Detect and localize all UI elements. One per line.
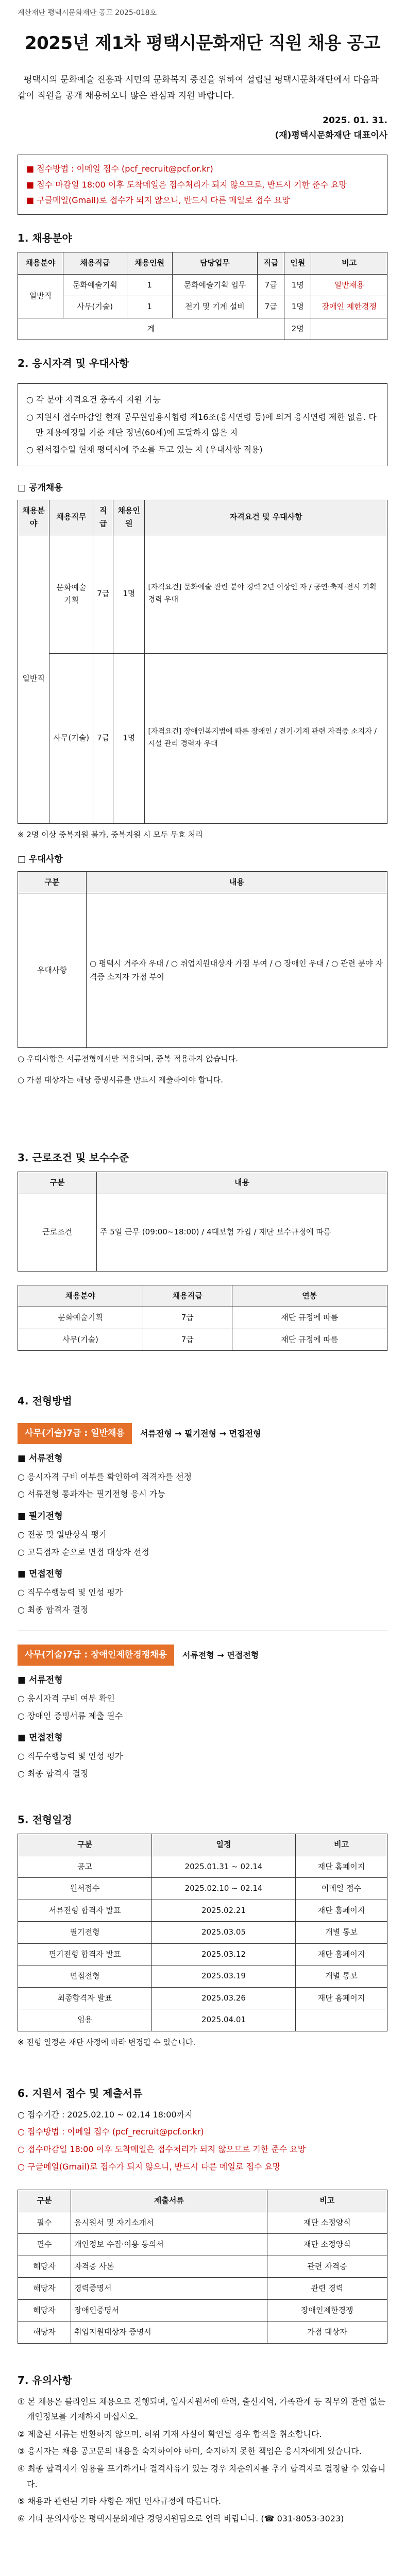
table-header: 채용분야 — [18, 252, 63, 275]
subsection-title-open-recruitment: □ 공개채용 — [18, 482, 63, 493]
table-cell: 재단 소정양식 — [267, 2234, 387, 2256]
table-row — [18, 2234, 387, 2256]
qualifications-box — [18, 383, 387, 466]
table-row — [18, 535, 387, 653]
table-header: 구분 — [18, 2190, 71, 2212]
table-note: ※ 2명 이상 중복지원 불가, 중복지원 시 모두 무효 처리 — [18, 829, 203, 839]
table-row — [18, 318, 387, 340]
notice-organization: (재)평택시문화재단 대표이사 — [275, 130, 387, 141]
table-cell: 장애인 제한경쟁 — [311, 296, 387, 318]
table-header: 비고 — [267, 2190, 387, 2212]
track-flow: 서류전형 → 면접전형 — [182, 1650, 259, 1660]
stage-item: ○ 장애인 증빙서류 제출 필수 — [18, 1710, 123, 1721]
qualification-item: ○ 지원서 접수마감일 현재 공무원임용시험령 제16조(응시연령 등)에 의거 응시연령 제한 없음. 다만 채용예정일 기준 재단 정년(60세)에 도달하지 않은 자 — [26, 412, 377, 437]
table-header: 직급 — [93, 500, 113, 535]
table-cell: 문화예술기획 — [49, 535, 93, 653]
application-item: ○ 접수방법 : 이메일 접수 (pcf_recruit@pcf.or.kr) — [18, 2127, 204, 2137]
documents-table — [18, 2190, 387, 2344]
table-cell: [자격요건] 문화예술 관련 분야 경력 2년 이상인 자 / 공연·축제·전시 기획 경력 우대 — [145, 535, 387, 653]
stage-title: ■ 서류전형 — [18, 1675, 63, 1686]
table-cell: 1 — [127, 296, 172, 318]
table-cell: 재단 홈페이지 — [295, 1943, 387, 1965]
section-title-schedule: 5. 전형일정 — [18, 1814, 72, 1826]
table-cell: 7급 — [143, 1329, 232, 1351]
page-title: 2025년 제1차 평택시문화재단 직원 채용 공고 — [25, 32, 380, 54]
track-label: 사무(기술)7급 : 일반채용 — [18, 1423, 132, 1444]
schedule-note: ※ 전형 일정은 재단 사정에 따라 변경될 수 있습니다. — [18, 2037, 196, 2047]
table-cell: 재단 규정에 따름 — [232, 1307, 387, 1329]
section-title-notes: 7. 유의사항 — [18, 2374, 72, 2386]
track-disabled — [18, 1645, 387, 1666]
section-title-positions: 1. 채용분야 — [18, 232, 72, 245]
table-cell: 관련 자격증 — [267, 2256, 387, 2278]
table-header: 인원 — [284, 252, 311, 275]
table-header: 채용직급 — [143, 1285, 232, 1307]
notice-item: ④ 최종 합격자가 임용을 포기하거나 결격사유가 있는 경우 차순위자를 추가 합격자로 결정할 수 있습니다. — [18, 2464, 386, 2489]
table-cell: 해당자 — [18, 2278, 71, 2300]
table-cell: 1 — [127, 274, 172, 296]
table-header: 구분 — [18, 1834, 152, 1856]
table-cell: 임용 — [18, 2009, 152, 2031]
schedule-table — [18, 1834, 387, 2031]
preference-table — [18, 871, 387, 1048]
table-cell: 문화예술기획 — [63, 274, 127, 296]
stage-item: ○ 고득점자 순으로 면접 대상자 선정 — [18, 1547, 149, 1557]
table-cell: 장애인증명서 — [71, 2299, 267, 2321]
table-cell: 일반직 — [18, 535, 49, 823]
table-cell: 근로조건 — [18, 1194, 97, 1271]
table-cell: 일반직 — [18, 274, 63, 318]
notice-item: ① 본 채용은 블라인드 채용으로 진행되며, 입사지원서에 학력, 출신지역, 가족관계 등 직무와 관련 없는 개인정보를 기재하지 마십시오. — [18, 2396, 385, 2422]
stage-item: ○ 전공 및 일반상식 평가 — [18, 1529, 107, 1539]
table-cell: 1명 — [284, 296, 311, 318]
table-total-label: 계 — [18, 318, 284, 340]
table-header: 일정 — [152, 1834, 296, 1856]
qualification-item: ○ 각 분야 자격요건 충족자 지원 가능 — [26, 395, 161, 405]
table-cell: [자격요건] 장애인복지법에 따른 장애인 / 전기·기계 관련 자격증 소지자 / 시설 관리 경력자 우대 — [145, 653, 387, 823]
table-cell: 문화예술기획 업무 — [172, 274, 258, 296]
track-general — [18, 1423, 387, 1444]
table-cell: 1명 — [113, 535, 145, 653]
table-cell: 재단 소정양식 — [267, 2212, 387, 2234]
notice-number: 계산재단 평택시문화재단 공고 2025-018호 — [18, 9, 157, 17]
table-row — [18, 296, 387, 318]
table-row — [18, 1943, 387, 1965]
table-header: 비고 — [295, 1834, 387, 1856]
table-cell: 2025.03.12 — [152, 1943, 296, 1965]
section-title-conditions: 3. 근로조건 및 보수수준 — [18, 1151, 129, 1164]
application-item: ○ 접수기간 : 2025.02.10 ~ 02.14 18:00까지 — [18, 2109, 193, 2120]
table-row — [18, 1856, 387, 1878]
table-cell: 주 5일 근무 (09:00~18:00) / 4대보험 가입 / 재단 보수규정에 따름 — [97, 1194, 387, 1271]
table-cell: 면접전형 — [18, 1965, 152, 1988]
table-cell: 전기 및 기계 설비 — [172, 296, 258, 318]
summary-line-deadline: ■ 접수 마감일 18:00 이후 도착메일은 접수처리가 되지 않으므로, 반드시 기한 준수 요망 — [26, 179, 347, 190]
table-cell: 해당자 — [18, 2299, 71, 2321]
table-cell: ○ 평택시 거주자 우대 / ○ 취업지원대상자 가점 부여 / ○ 장애인 우대 / ○ 관련 분야 자격증 소지자 가점 부여 — [87, 893, 387, 1048]
track-label: 사무(기술)7급 : 장애인제한경쟁채용 — [18, 1645, 174, 1666]
table-header: 채용인원 — [113, 500, 145, 535]
stage-item: ○ 직무수행능력 및 인성 평가 — [18, 1587, 123, 1598]
table-cell: 개별 통보 — [295, 1965, 387, 1988]
summary-line-email: ■ 접수방법 : 이메일 접수 (pcf_recruit@pcf.or.kr) — [26, 164, 213, 174]
table-cell: 필기전형 합격자 발표 — [18, 1943, 152, 1965]
table-row — [18, 2278, 387, 2300]
table-cell — [311, 318, 387, 340]
table-cell: 2025.01.31 ~ 02.14 — [152, 1856, 296, 1878]
table-cell: 재단 홈페이지 — [295, 1856, 387, 1878]
table-cell: 재단 홈페이지 — [295, 1987, 387, 2009]
table-cell: 해당자 — [18, 2321, 71, 2344]
table-cell: 7급 — [258, 296, 284, 318]
table-cell: 일반채용 — [311, 274, 387, 296]
stage-item: ○ 서류전형 통과자는 필기전형 응시 가능 — [18, 1489, 165, 1499]
table-cell: 취업지원대상자 증명서 — [71, 2321, 267, 2344]
stage-title: ■ 서류전형 — [18, 1453, 63, 1464]
track-flow: 서류전형 → 필기전형 → 면접전형 — [140, 1428, 261, 1438]
stage-title: ■ 면접전형 — [18, 1733, 63, 1743]
table-cell: 1명 — [113, 653, 145, 823]
stage-title: ■ 필기전형 — [18, 1511, 63, 1522]
table-cell: 사무(기술) — [63, 296, 127, 318]
table-cell: 개인정보 수집·이용 동의서 — [71, 2234, 267, 2256]
qualification-item: ○ 원서접수일 현재 평택시에 주소를 두고 있는 자 (우대사항 적용) — [26, 445, 263, 455]
table-header: 비고 — [311, 252, 387, 275]
table-cell: 7급 — [143, 1307, 232, 1329]
table-header: 내용 — [87, 871, 387, 893]
table-row — [18, 1878, 387, 1900]
stage-item: ○ 최종 합격자 결정 — [18, 1768, 89, 1778]
table-cell: 관련 경력 — [267, 2278, 387, 2300]
notice-item: ⑤ 채용과 관련된 기타 사항은 재단 인사규정에 따릅니다. — [18, 2496, 222, 2506]
table-row — [18, 1965, 387, 1988]
table-row — [18, 2009, 387, 2031]
table-cell: 경력증명서 — [71, 2278, 267, 2300]
table-cell: 재단 규정에 따름 — [232, 1329, 387, 1351]
table-cell: 장애인제한경쟁 — [267, 2299, 387, 2321]
table-row — [18, 2256, 387, 2278]
pay-table — [18, 1285, 387, 1351]
table-row — [18, 1307, 387, 1329]
table-cell: 사무(기술) — [18, 1329, 143, 1351]
table-row — [18, 2321, 387, 2344]
table-row — [18, 893, 387, 1048]
table-cell: 원서접수 — [18, 1878, 152, 1900]
table-cell: 1명 — [284, 274, 311, 296]
table-row — [18, 1194, 387, 1271]
notice-item: ③ 응시자는 채용 공고문의 내용을 숙지하여야 하며, 숙지하지 못한 책임은 응시자에게 있습니다. — [18, 2446, 362, 2456]
notice-item: ⑥ 기타 문의사항은 평택시문화재단 경영지원팀으로 연락 바랍니다. (☎ 031-8053-3023) — [18, 2513, 344, 2523]
stage-item: ○ 직무수행능력 및 인성 평가 — [18, 1751, 123, 1761]
application-item: ○ 접수마감일 18:00 이후 도착메일은 접수처리가 되지 않으므로 기한 준수 요망 — [18, 2144, 306, 2154]
intro-paragraph: 평택시의 문화예술 진흥과 시민의 문화복지 증진을 위하여 설립된 평택시문화재단에서 다음과 같이 직원을 공개 채용하오니 많은 관심과 지원 바랍니다. — [18, 74, 379, 101]
table-cell: 7급 — [258, 274, 284, 296]
table-cell: 2025.02.10 ~ 02.14 — [152, 1878, 296, 1900]
table-header: 제출서류 — [71, 2190, 267, 2212]
table-row — [18, 2212, 387, 2234]
table-cell: 최종합격자 발표 — [18, 1987, 152, 2009]
table-cell: 공고 — [18, 1856, 152, 1878]
table-header: 채용분야 — [18, 1285, 143, 1307]
table-header: 자격요건 및 우대사항 — [145, 500, 387, 535]
table-cell: 7급 — [93, 535, 113, 653]
stage-item: ○ 응시자격 구비 여부를 확인하여 적격자를 선정 — [18, 1471, 192, 1482]
table-cell: 개별 통보 — [295, 1922, 387, 1944]
table-total-value: 2명 — [284, 318, 311, 340]
table-row — [18, 653, 387, 823]
section-title-application: 6. 지원서 접수 및 제출서류 — [18, 2087, 143, 2099]
table-cell: 필수 — [18, 2234, 71, 2256]
summary-box — [18, 155, 387, 215]
table-header: 구분 — [18, 871, 87, 893]
notice-item: ② 제출된 서류는 반환하지 않으며, 허위 기재 사실이 확인될 경우 합격을 취소합니다. — [18, 2429, 322, 2439]
table-cell: 2025.03.19 — [152, 1965, 296, 1988]
table-header: 연봉 — [232, 1285, 387, 1307]
table-cell: 필기전형 — [18, 1922, 152, 1944]
preference-note: ○ 가점 대상자는 해당 증빙서류를 반드시 제출하여야 합니다. — [18, 1075, 223, 1085]
table-cell: 우대사항 — [18, 893, 87, 1048]
table-row — [18, 2299, 387, 2321]
table-header: 내용 — [97, 1172, 387, 1194]
open-recruitment-table — [18, 500, 387, 824]
subsection-title-preference: □ 우대사항 — [18, 854, 63, 865]
section-title-qualifications: 2. 응시자격 및 우대사항 — [18, 357, 129, 370]
table-row — [18, 1329, 387, 1351]
table-cell: 필수 — [18, 2212, 71, 2234]
table-cell: 2025.03.05 — [152, 1922, 296, 1944]
table-cell: 문화예술기획 — [18, 1307, 143, 1329]
table-row — [18, 1987, 387, 2009]
table-cell: 이메일 접수 — [295, 1878, 387, 1900]
summary-line-gmail: ■ 구글메일(Gmail)로 접수가 되지 않으니, 반드시 다른 메일로 접수 요망 — [26, 195, 290, 206]
table-cell — [295, 2009, 387, 2031]
table-cell: 2025.02.21 — [152, 1900, 296, 1922]
table-cell: 재단 홈페이지 — [295, 1900, 387, 1922]
table-cell: 자격증 사본 — [71, 2256, 267, 2278]
table-header: 채용분야 — [18, 500, 49, 535]
notice-date: 2025. 01. 31. — [323, 115, 387, 126]
table-cell: 2025.04.01 — [152, 2009, 296, 2031]
stage-item: ○ 응시자격 구비 여부 확인 — [18, 1693, 115, 1703]
table-cell: 2025.03.26 — [152, 1987, 296, 2009]
stage-item: ○ 최종 합격자 결정 — [18, 1604, 89, 1615]
positions-table — [18, 252, 387, 340]
table-cell: 응시원서 및 자기소개서 — [71, 2212, 267, 2234]
table-cell: 7급 — [93, 653, 113, 823]
table-header: 채용인원 — [127, 252, 172, 275]
table-cell: 사무(기술) — [49, 653, 93, 823]
conditions-table — [18, 1172, 387, 1272]
table-cell: 해당자 — [18, 2256, 71, 2278]
table-row — [18, 274, 387, 296]
table-header: 담당업무 — [172, 252, 258, 275]
preference-note: ○ 우대사항은 서류전형에서만 적용되며, 중복 적용하지 않습니다. — [18, 1054, 238, 1064]
application-item: ○ 구글메일(Gmail)로 접수가 되지 않으니, 반드시 다른 메일로 접수 요망 — [18, 2161, 281, 2172]
table-row — [18, 1900, 387, 1922]
section-title-selection: 4. 전형방법 — [18, 1395, 72, 1408]
table-header: 구분 — [18, 1172, 97, 1194]
table-header: 채용직급 — [63, 252, 127, 275]
table-cell: 가점 대상자 — [267, 2321, 387, 2344]
table-row — [18, 1922, 387, 1944]
table-header: 채용직무 — [49, 500, 93, 535]
table-cell: 서류전형 합격자 발표 — [18, 1900, 152, 1922]
stage-title: ■ 면접전형 — [18, 1569, 63, 1580]
table-header: 직급 — [258, 252, 284, 275]
